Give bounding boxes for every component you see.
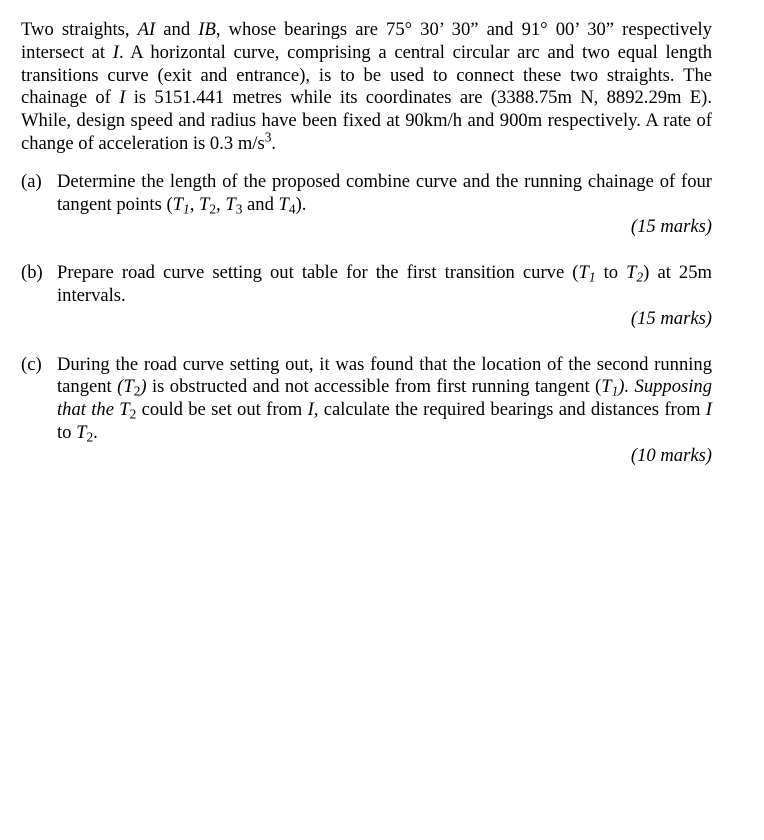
question-c-marks: (10 marks) bbox=[630, 444, 712, 466]
question-a-marks: (15 marks) bbox=[630, 216, 712, 238]
question-a-text: Determine the length of the proposed combine curve and the running chainage of four tangent points ($T_1$, $T_2$, $T_3$ and $T_4$). bbox=[57, 170, 712, 216]
question-b bbox=[21, 262, 712, 330]
question-b-marks: (15 marks) bbox=[630, 307, 712, 329]
question-b-label: (b) bbox=[21, 262, 43, 284]
question-b-text: Prepare road curve setting out table for the first transition curve ($T_1$ to $T_2$) at 25m intervals. bbox=[57, 262, 712, 306]
question-c-text: During the road curve setting out, it was found that the location of the second running tangent $(T_2)$ is obstructed and not accessible from first running tangent $(T_1)$. Supposing that the $T_2$ could be set out from I, calculate the required bearings and distances from I to $T_2$. bbox=[57, 353, 712, 445]
question-a bbox=[21, 171, 712, 239]
problem-statement: Two straights, AI and IB, whose bearings are 75° 30’ 30” and 91° 00’ 30” respectively intersect at I. A horizontal curve, comprising a central circular arc and two equal length transitions curve (exit and entrance), is to be used to connect these two straights. The chainage of I is 5151.441 metres while its coordinates are (3388.75m N, 8892.29m E). While, design speed and radius have been fixed at 90km/h and 900m respectively. A rate of change of acceleration is 0.3 $m/s^3$. bbox=[21, 19, 713, 154]
question-page bbox=[21, 19, 712, 468]
question-a-label: (a) bbox=[21, 170, 42, 192]
question-c-label: (c) bbox=[21, 353, 42, 375]
question-c bbox=[21, 354, 712, 468]
